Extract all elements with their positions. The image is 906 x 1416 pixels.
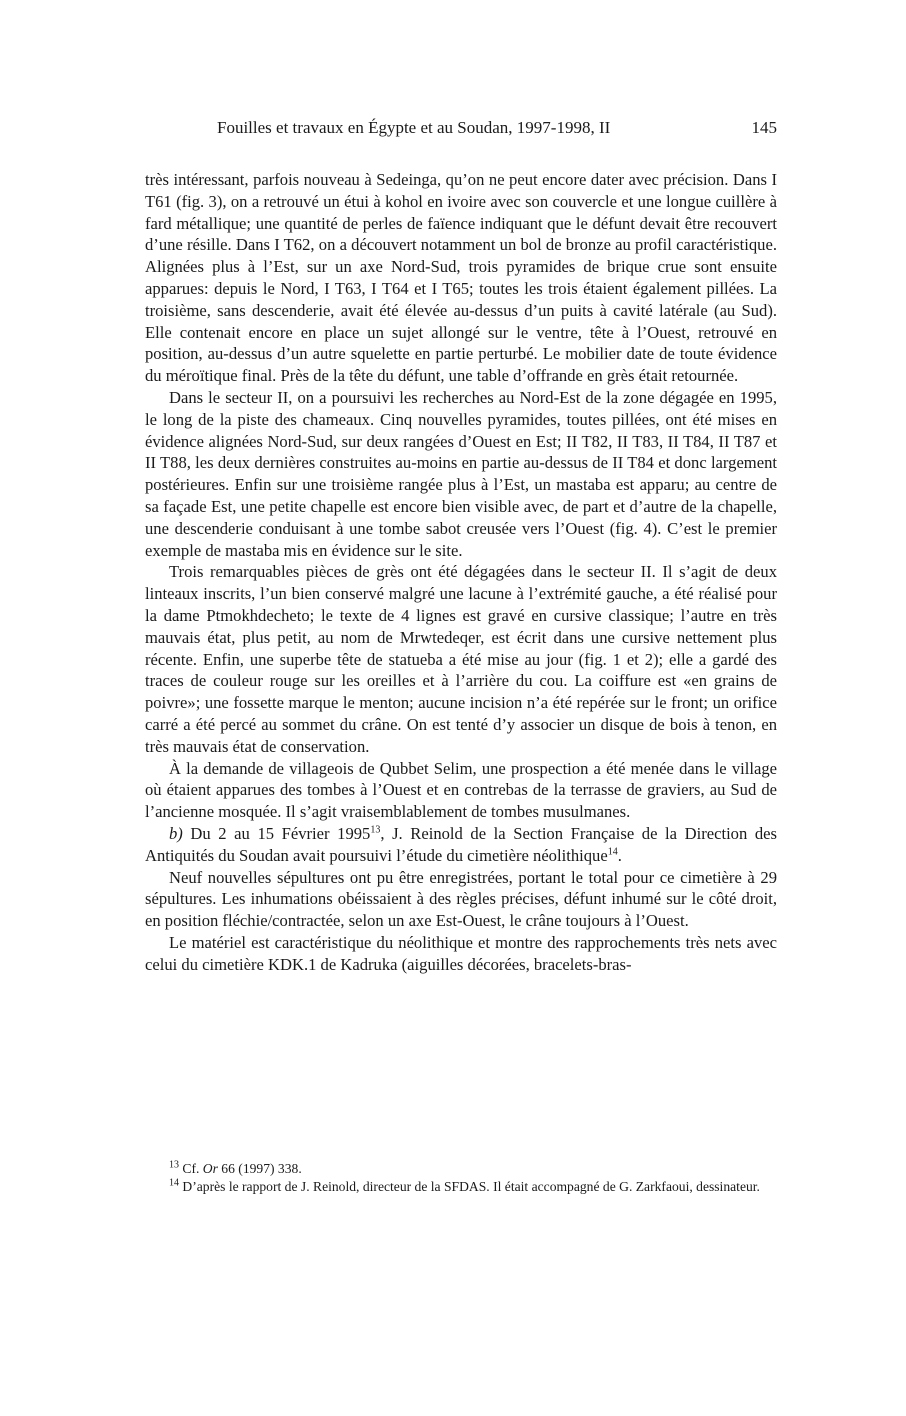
body-text	[145, 169, 777, 975]
footnote-text: Cf.	[179, 1161, 203, 1176]
paragraph-text: , J. Reinold de la Section Française de la Direction des Antiquités du Soudan avait poursuivi l’étude du cimetière néolithique	[145, 823, 777, 865]
running-title: Fouilles et travaux en Égypte et au Soudan, 1997-1998, II	[217, 118, 611, 137]
footnote-mark: 13	[169, 1159, 179, 1171]
footnote-text: D’après le rapport de J. Reinold, directeur de la SFDAS. Il était accompagné de G. Zarkfaoui, dessinateur.	[179, 1179, 760, 1194]
paragraph: Le matériel est caractéristique du néolithique et montre des rapprochements très nets avec celui du cimetière KDK.1 de Kadruka (aiguilles décorées, bracelets-bras-	[145, 932, 777, 974]
paragraph: Dans le secteur II, on a poursuivi les recherches au Nord-Est de la zone dégagée en 1995, le long de la piste des chameaux. Cinq nouvelles pyramides, toutes pillées, ont été mises en évidence alignées Nord-Sud, sur deux rangées d’Ouest en Est; II T82, II T83, II T84, II T87 et II T88, les deux dernières construites au-moins en partie au-dessus de II T84 et donc largement postérieures. Enfin sur une troisième rangée plus à l’Est, un mastaba est apparu; au centre de sa façade Est, une petite chapelle est encore bien visible avec, de part et d’autre de la chapelle, une descenderie conduisant à une tombe sabot creusée vers l’Ouest (fig. 4). C’est le premier exemple de mastaba mis en évidence sur le site.	[145, 387, 777, 560]
footnote-ref: 13	[370, 824, 381, 836]
footnote-text: 66 (1997) 338.	[217, 1161, 302, 1176]
journal-abbrev: Or	[202, 1161, 218, 1176]
paragraph: Neuf nouvelles sépultures ont pu être enregistrées, portant le total pour ce cimetière à 29 sépultures. Les inhumations obéissaient à des règles précises, défunt inhumé sur le côté droit, en position fléchie/contractée, selon un axe Est-Ouest, le crâne toujours à l’Ouest.	[145, 867, 777, 931]
footnotes	[145, 1160, 777, 1196]
paragraph-text: Du 2 au 15 Février 1995	[182, 823, 371, 843]
page-number: 145	[751, 118, 777, 137]
paragraph	[145, 823, 777, 867]
footnote-ref: 14	[607, 846, 618, 858]
footnote-mark: 14	[169, 1177, 179, 1189]
paragraph: Trois remarquables pièces de grès ont été dégagées dans le secteur II. Il s’agit de deux linteaux inscrits, l’un bien conservé malgré une lacune à l’extrémité gauche, a été réalisé pour la dame Ptmokhdecheto; le texte de 4 lignes est gravé en cursive classique; l’autre en très mauvais état, plus petit, au nom de Mrwtedeqer, est écrit dans une cursive nettement plus récente. Enfin, une superbe tête de statueba a été mise au jour (fig. 1 et 2); elle a gardé des traces de couleur rouge sur les oreilles et à l’arrière du cou. La coiffure est «en grains de poivre»; une fossette marque le menton; aucune incision n’a été repérée sur le front; un orifice carré a été percé au sommet du crâne. On est tenté d’y associer un disque de bois à tenon, en très mauvais état de conservation.	[145, 562, 777, 756]
paragraph: À la demande de villageois de Qubbet Selim, une prospection a été menée dans le village où étaient apparues des tombes à l’Ouest et en contrebas de la terrasse de graviers, au Sud de l’ancienne mosquée. Il s’agit vraisemblablement de tombes musulmanes.	[145, 758, 777, 822]
paragraph: très intéressant, parfois nouveau à Sedeinga, qu’on ne peut encore dater avec précision. Dans I T61 (fig. 3), on a retrouvé un étui à kohol en ivoire avec son couvercle et une longue cuillère à fard métallique; une quantité de perles de faïence indiquant que le défunt devait être recouvert d’une résille. Dans I T62, on a découvert notamment un bol de bronze au profil caractéristique. Alignées plus à l’Est, sur un axe Nord-Sud, trois pyramides de brique crue sont ensuite apparues: depuis le Nord, I T63, I T64 et I T65; toutes les trois étaient également pillées. La troisième, sans descenderie, avait été élevée au-dessus d’un puits à cavité latérale (au Sud). Elle contenait encore en place un sujet allongé sur le ventre, tête à l’Ouest, retrouvé en position, au-dessus d’un autre squelette en partie perturbé. Le mobilier date de toute évidence du méroïtique final. Près de la tête du défunt, une table d’offrande en grès était retournée.	[145, 170, 777, 386]
footnote	[145, 1178, 777, 1196]
footnote	[145, 1160, 777, 1178]
paragraph-text: .	[617, 845, 622, 865]
section-label: b)	[169, 823, 183, 843]
